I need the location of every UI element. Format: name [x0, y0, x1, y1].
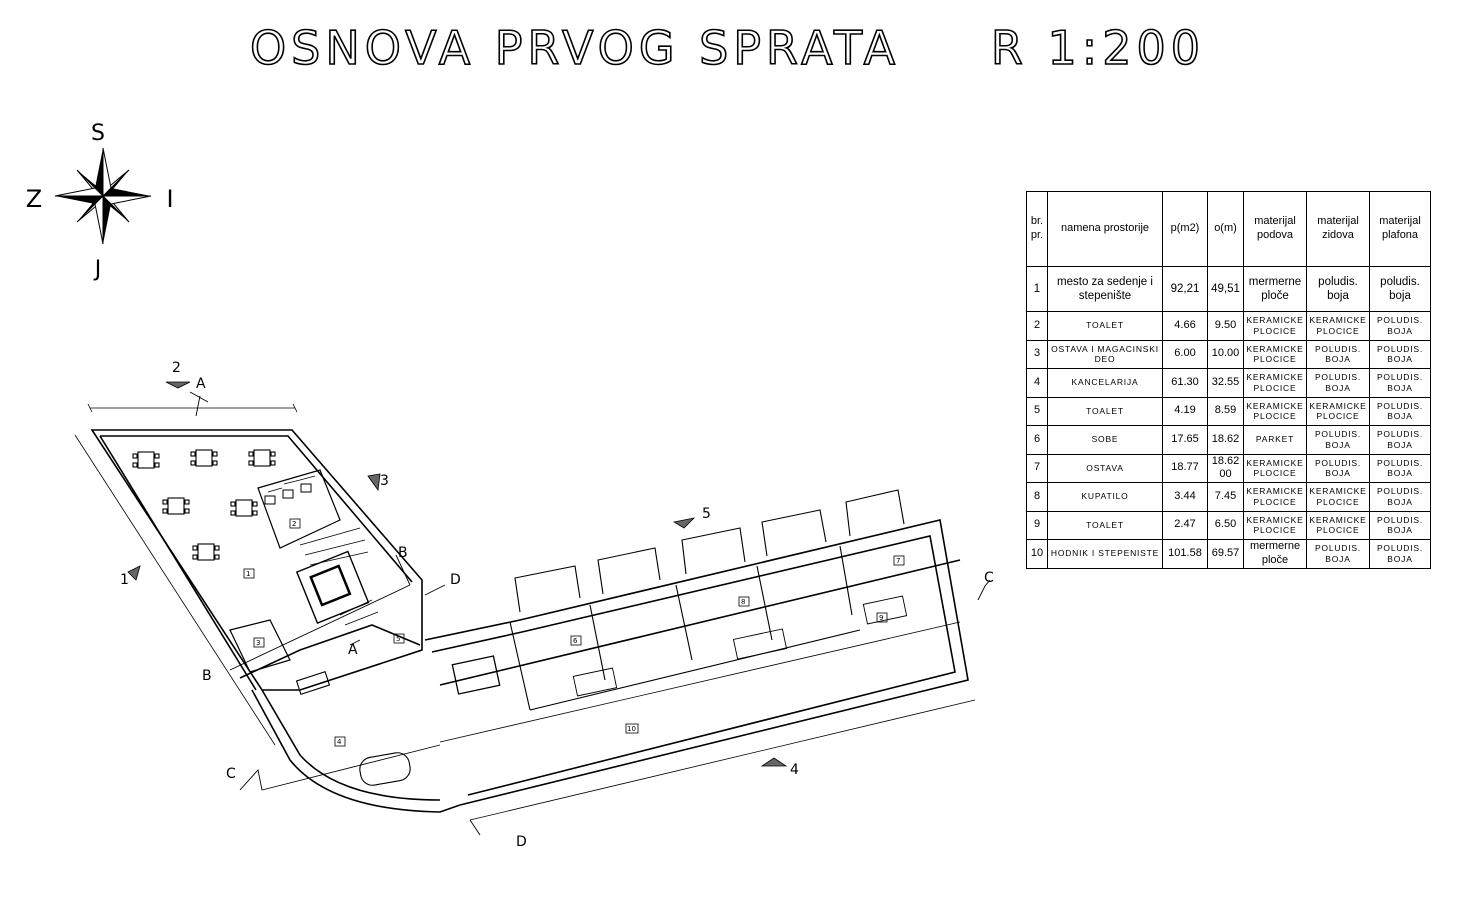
cell-area: 92,21 — [1163, 267, 1208, 312]
table-row — [1027, 340, 1431, 369]
view-label-3: 3 — [380, 473, 389, 489]
room-tag-7: 7 — [896, 557, 901, 565]
east-wing-rooms — [452, 546, 860, 710]
cell-floor: mermerne ploče — [1244, 540, 1307, 569]
cell-name: mesto za sedenje i stepenište — [1048, 267, 1163, 312]
cell-floor: KERAMICKE PLOCICE — [1244, 369, 1307, 398]
cell-wall: POLUDIS. BOJA — [1307, 426, 1370, 455]
room-tag-5: 5 — [396, 635, 401, 643]
cell-name: HODNIK I STEPENISTE — [1048, 540, 1163, 569]
cell-perimeter: 18.62 00 — [1208, 454, 1244, 483]
cell-number: 8 — [1027, 483, 1048, 512]
table-header-row — [1027, 192, 1431, 267]
cell-floor: PARKET — [1244, 426, 1307, 455]
room-tag-10: 10 — [627, 725, 636, 733]
cafe-tables — [133, 450, 412, 787]
cell-area: 18.77 — [1163, 454, 1208, 483]
cell-number: 4 — [1027, 369, 1048, 398]
table-row — [1027, 369, 1431, 398]
cell-wall: POLUDIS. BOJA — [1307, 369, 1370, 398]
header-cell: materijal podova — [1244, 192, 1307, 267]
compass-west-label: Z — [25, 185, 43, 213]
header-cell: namena prostorije — [1048, 192, 1163, 267]
cell-perimeter: 6.50 — [1208, 511, 1244, 540]
cell-number: 1 — [1027, 267, 1048, 312]
cell-perimeter: 9.50 — [1208, 312, 1244, 341]
cell-wall: poludis. boja — [1307, 267, 1370, 312]
table-row — [1027, 540, 1431, 569]
cell-number: 5 — [1027, 397, 1048, 426]
plan-labels — [120, 360, 994, 850]
room-schedule-table — [1026, 191, 1431, 569]
section-label-d-bottom: D — [516, 834, 527, 850]
cell-name: TOALET — [1048, 312, 1163, 341]
cell-ceiling: POLUDIS. BOJA — [1370, 540, 1431, 569]
compass-rose-icon — [20, 118, 190, 283]
cell-ceiling: POLUDIS. BOJA — [1370, 397, 1431, 426]
cell-perimeter: 10.00 — [1208, 340, 1244, 369]
cell-number: 6 — [1027, 426, 1048, 455]
cell-number: 10 — [1027, 540, 1048, 569]
section-label-c-left: C — [226, 766, 236, 782]
table-row — [1027, 483, 1431, 512]
cell-area: 17.65 — [1163, 426, 1208, 455]
west-wing-walls — [92, 430, 422, 690]
east-wing-walls — [425, 520, 968, 805]
curved-corner-walls — [252, 690, 460, 812]
cell-perimeter: 69.57 — [1208, 540, 1244, 569]
view-label-2: 2 — [172, 360, 181, 376]
cell-wall: KERAMICKE PLOCICE — [1307, 483, 1370, 512]
cell-floor: KERAMICKE PLOCICE — [1244, 397, 1307, 426]
cell-ceiling: POLUDIS. BOJA — [1370, 454, 1431, 483]
view-label-5: 5 — [702, 506, 711, 522]
cell-area: 101.58 — [1163, 540, 1208, 569]
cell-floor: KERAMICKE PLOCICE — [1244, 483, 1307, 512]
cell-perimeter: 49,51 — [1208, 267, 1244, 312]
cell-floor: KERAMICKE PLOCICE — [1244, 511, 1307, 540]
cell-wall: POLUDIS. BOJA — [1307, 540, 1370, 569]
table-row — [1027, 312, 1431, 341]
cell-area: 61.30 — [1163, 369, 1208, 398]
cell-ceiling: POLUDIS. BOJA — [1370, 511, 1431, 540]
cell-number: 7 — [1027, 454, 1048, 483]
table-row — [1027, 454, 1431, 483]
room-tag-8: 8 — [741, 598, 746, 606]
header-cell: p(m2) — [1163, 192, 1208, 267]
cell-ceiling: POLUDIS. BOJA — [1370, 483, 1431, 512]
cell-area: 3.44 — [1163, 483, 1208, 512]
cell-name: OSTAVA I MAGACINSKI DEO — [1048, 340, 1163, 369]
cell-ceiling: poludis. boja — [1370, 267, 1431, 312]
section-label-a-top: A — [196, 376, 206, 392]
header-cell: br. pr. — [1027, 192, 1048, 267]
section-lines — [190, 392, 990, 835]
cell-name: OSTAVA — [1048, 454, 1163, 483]
floor-plan-drawing — [60, 340, 1000, 900]
view-label-4: 4 — [790, 762, 799, 778]
section-label-d-top: D — [450, 572, 461, 588]
room-tag-3: 3 — [256, 639, 261, 647]
cell-wall: POLUDIS. BOJA — [1307, 454, 1370, 483]
cell-area: 4.66 — [1163, 312, 1208, 341]
title-text: OSNOVA PRVOG SPRATA — [249, 21, 901, 75]
drawing-title — [0, 18, 1475, 78]
cell-wall: KERAMICKE PLOCICE — [1307, 511, 1370, 540]
cell-ceiling: POLUDIS. BOJA — [1370, 312, 1431, 341]
cell-number: 2 — [1027, 312, 1048, 341]
table-row — [1027, 426, 1431, 455]
cell-number: 3 — [1027, 340, 1048, 369]
cell-area: 2.47 — [1163, 511, 1208, 540]
cell-wall: KERAMICKE PLOCICE — [1307, 312, 1370, 341]
cell-ceiling: POLUDIS. BOJA — [1370, 340, 1431, 369]
section-label-b-left: B — [202, 668, 212, 684]
cell-perimeter: 18.62 — [1208, 426, 1244, 455]
cell-perimeter: 32.55 — [1208, 369, 1244, 398]
cell-perimeter: 8.59 — [1208, 397, 1244, 426]
cell-name: KUPATILO — [1048, 483, 1163, 512]
room-tag-6: 6 — [573, 637, 578, 645]
cell-name: TOALET — [1048, 397, 1163, 426]
cell-floor: KERAMICKE PLOCICE — [1244, 340, 1307, 369]
stair-core — [297, 528, 378, 625]
section-label-c-right: C — [984, 570, 994, 586]
compass-east-label: I — [166, 185, 174, 213]
cell-floor: KERAMICKE PLOCICE — [1244, 312, 1307, 341]
cell-area: 6.00 — [1163, 340, 1208, 369]
cell-ceiling: POLUDIS. BOJA — [1370, 426, 1431, 455]
cell-name: TOALET — [1048, 511, 1163, 540]
cell-name: KANCELARIJA — [1048, 369, 1163, 398]
room-tag-9: 9 — [879, 614, 884, 622]
table-row — [1027, 511, 1431, 540]
compass-north-label: S — [91, 121, 105, 146]
compass-south-label: J — [94, 257, 102, 282]
cell-wall: POLUDIS. BOJA — [1307, 340, 1370, 369]
cell-area: 4.19 — [1163, 397, 1208, 426]
header-cell: o(m) — [1208, 192, 1244, 267]
cell-perimeter: 7.45 — [1208, 483, 1244, 512]
scale-text: R 1:200 — [990, 21, 1206, 75]
section-label-a-bottom: A — [348, 642, 358, 658]
header-cell: materijal zidova — [1307, 192, 1370, 267]
cell-wall: KERAMICKE PLOCICE — [1307, 397, 1370, 426]
room-tag-2: 2 — [292, 520, 297, 528]
header-cell: materijal plafona — [1370, 192, 1431, 267]
view-label-1: 1 — [120, 572, 129, 588]
cell-ceiling: POLUDIS. BOJA — [1370, 369, 1431, 398]
table-row — [1027, 397, 1431, 426]
cell-floor: KERAMICKE PLOCICE — [1244, 454, 1307, 483]
cell-number: 9 — [1027, 511, 1048, 540]
table-row — [1027, 267, 1431, 312]
cell-floor: mermerne ploče — [1244, 267, 1307, 312]
cell-name: SOBE — [1048, 426, 1163, 455]
room-tag-1: 1 — [246, 570, 251, 578]
section-label-b-right: B — [398, 545, 408, 561]
room-tag-4: 4 — [337, 738, 342, 746]
